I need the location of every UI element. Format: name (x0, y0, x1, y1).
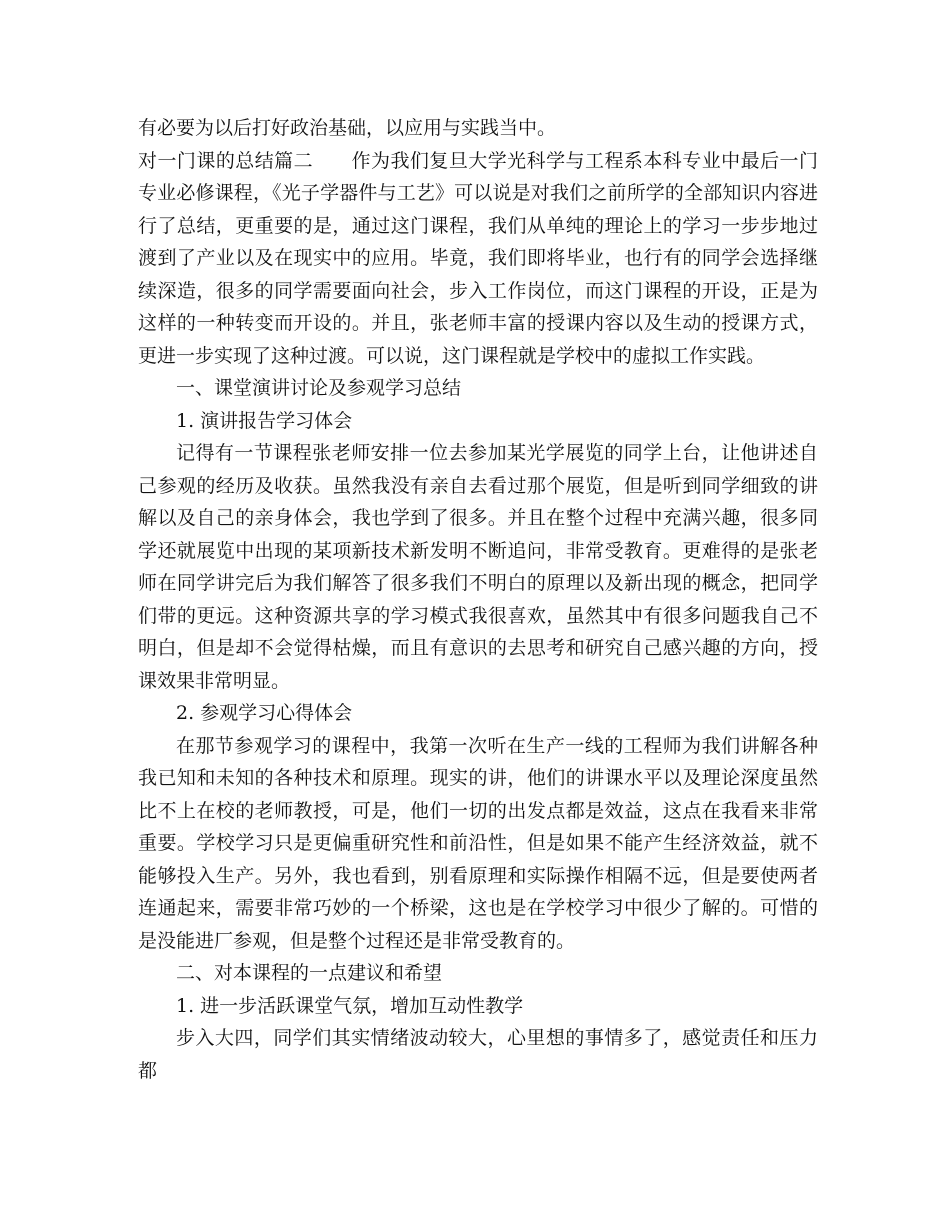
heading-section-two: 二、对本课程的一点建议和希望 (176, 962, 443, 984)
heading-section-two-item-one: 1. 进一步活跃课堂气氛，增加互动性教学 (176, 994, 524, 1017)
paragraph-intro-tail: 有必要为以后打好政治基础，以应用与实践当中。 (138, 117, 557, 139)
heading-section-one: 一、课堂演讲讨论及参观学习总结 (176, 377, 462, 399)
paragraph-summary-two-text: 作为我们复旦大学光科学与工程系本科专业中最后一门专业必修课程，《光子学器件与工艺》可以说是对我们之前所学的全部知识内容进行了总结，更重要的是，通过这门课程，我们从单纯的理论上的学习一步步地过渡到了产业以及在现实中的应用。毕竟，我们即将毕业，也行有的同学会选择继续深造，很多的同学需要面向社会，步入工作岗位，而这门课程的开设，正是为这样的一种转变而开设的。并且，张老师丰富的授课内容以及生动的授课方式，更进一步实现了这种过渡。可以说，这门课程就是学校中的虚拟工作实践。 (138, 149, 818, 367)
paragraph-summary-two (138, 145, 818, 373)
heading-section-one-item-two: 2. 参观学习心得体会 (176, 702, 353, 724)
heading-section-one-item-one: 1. 演讲报告学习体会 (176, 409, 353, 432)
paragraph-visit-study: 在那节参观学习的课程中，我第一次听在生产一线的工程师为我们讲解各种我已知和未知的各种技术和原理。现实的讲，他们的讲课水平以及理论深度虽然比不上在校的老师教授，可是，他们一切的出发点都是效益，这点在我看来非常重要。学校学习只是更偏重研究性和前沿性，但是如果不能产生经济效益，就不能够投入生产。另外，我也看到，别看原理和实际操作相隔不远，但是要使两者连通起来，需要非常巧妙的一个桥梁，这也是在学校学习中很少了解的。可惜的是没能进厂参观，但是整个过程还是非常受教育的。 (138, 734, 818, 952)
section-title-summary-two: 对一门课的总结篇二 (138, 149, 314, 172)
paragraph-senior-year: 步入大四，同学们其实情绪波动较大，心里想的事情多了，感觉责任和压力都 (138, 1027, 818, 1082)
paragraph-speech-report: 记得有一节课程张老师安排一位去参加某光学展览的同学上台，让他讲述自己参观的经历及收获。虽然我没有亲自去看过那个展览，但是听到同学细致的讲解以及自己的亲身体会，我也学到了很多。并且在整个过程中充满兴趣，很多同学还就展览中出现的某项新技术新发明不断追问，非常受教育。更难得的是张老师在同学讲完后为我们解答了很多我们不明白的原理以及新出现的概念，把同学们带的更远。这种资源共享的学习模式我很喜欢，虽然其中有很多问题我自己不明白，但是却不会觉得枯燥，而且有意识的去思考和研究自己感兴趣的方向，授课效果非常明显。 (138, 442, 818, 692)
document-body (138, 112, 818, 1087)
